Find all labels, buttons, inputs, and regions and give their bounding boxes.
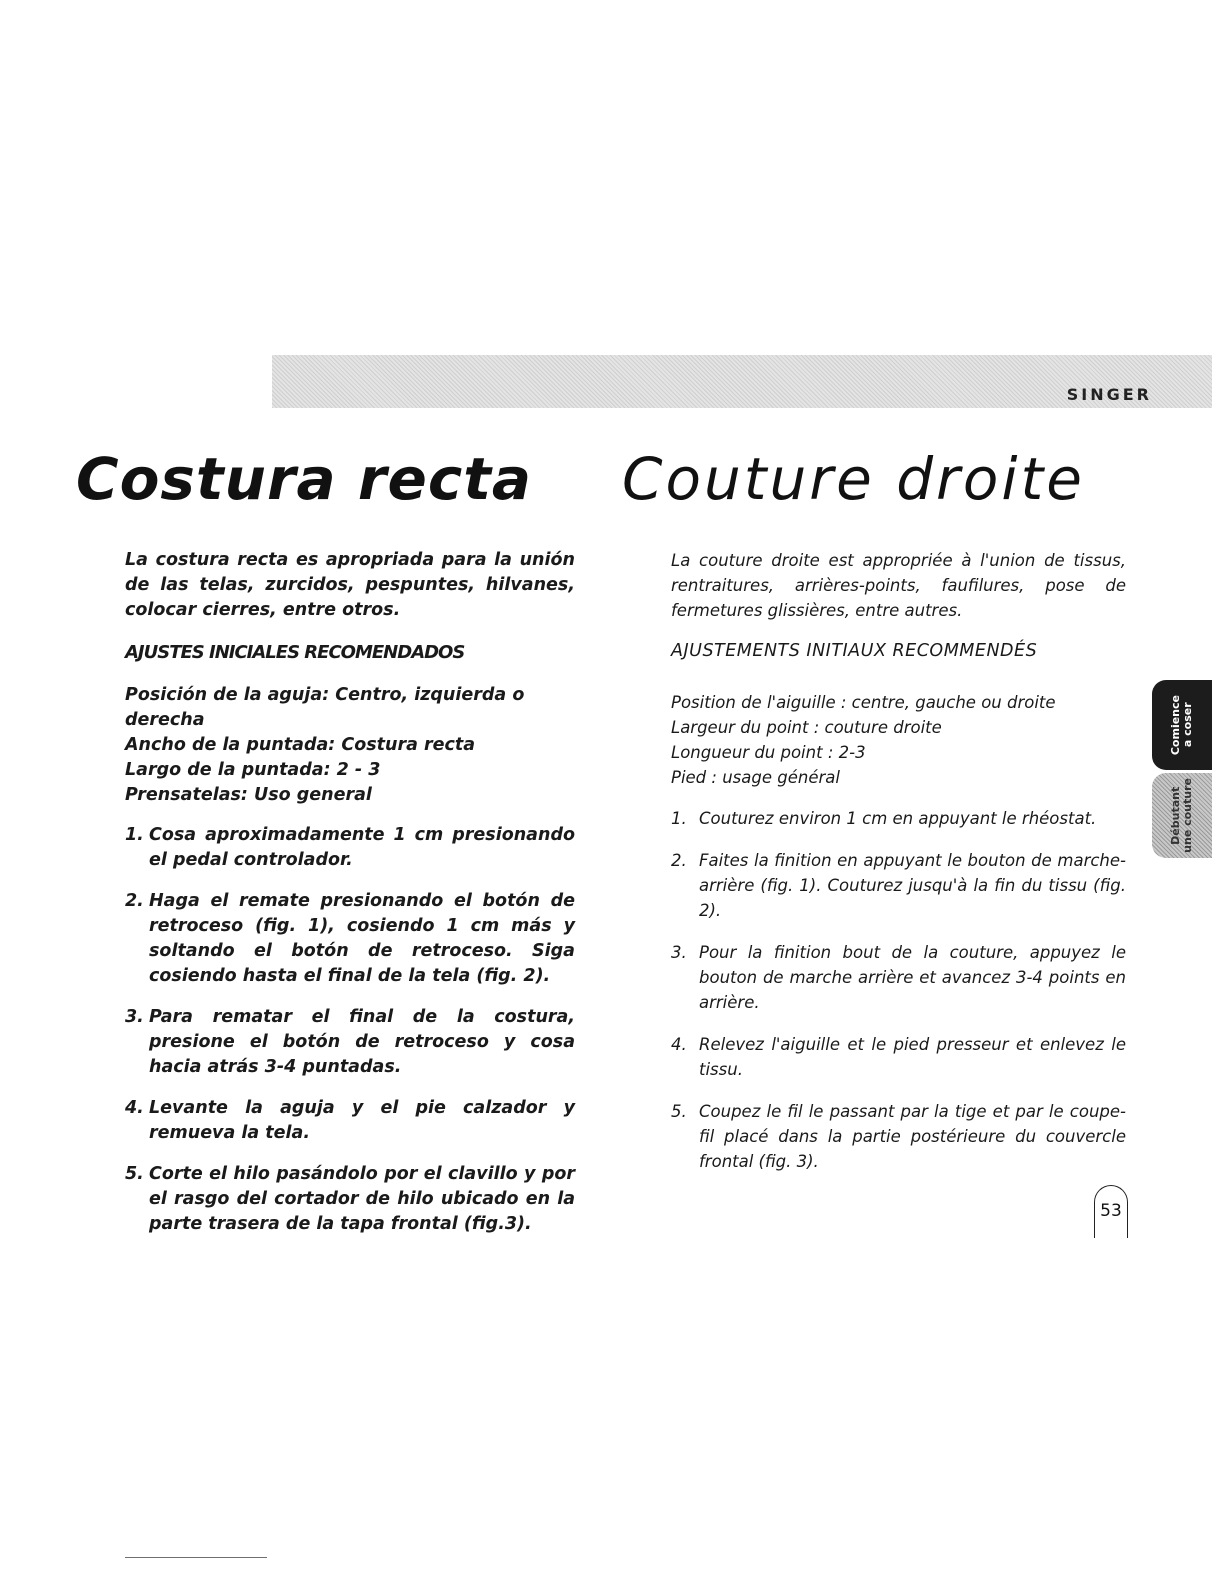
step-number: 2. xyxy=(125,891,144,911)
step-text: Coupez le fil le passant par la tige et par le coupe-fil placé dans la partie postérieure du couvercle frontal (fig. 3). xyxy=(699,1102,1126,1171)
list-item xyxy=(125,823,575,873)
list-item xyxy=(125,1162,575,1237)
side-tab-label: Comience a coser xyxy=(1169,694,1194,756)
step-number: 5. xyxy=(671,1102,687,1121)
list-item xyxy=(671,940,1126,1015)
step-text: Relevez l'aiguille et le pied presseur et enlevez le tissu. xyxy=(699,1035,1126,1079)
step-text: Cosa aproximadamente 1 cm presionando el pedal controlador. xyxy=(149,825,575,870)
setting-line: Largeur du point : couture droite xyxy=(671,718,942,737)
brand-logo: SINGER xyxy=(1066,385,1152,404)
page-title-spanish: Costura recta xyxy=(76,445,533,513)
step-text: Pour la finition bout de la couture, appuyez le bouton de marche arrière et avancez 3-4 points en arrière. xyxy=(699,943,1126,1012)
steps-list xyxy=(125,823,575,1237)
footer-rule xyxy=(125,1557,267,1558)
step-number: 3. xyxy=(671,943,687,962)
setting-line: Position de l'aiguille : centre, gauche ou droite xyxy=(671,693,1056,712)
page-title-french: Couture droite xyxy=(622,445,1085,513)
header-band xyxy=(272,355,1212,408)
step-text: Faites la finition en appuyant le bouton de marche-arrière (fig. 1). Couturez jusqu'à la fin du tissu (fig. 2). xyxy=(699,851,1126,920)
list-item xyxy=(671,806,1126,831)
setting-line: Pied : usage général xyxy=(671,768,840,787)
section-heading: AJUSTEMENTS INITIAUX RECOMMENDÉS xyxy=(671,641,1038,661)
section-heading: AJUSTES INICIALES RECOMENDADOS xyxy=(125,642,465,663)
step-text: Couturez environ 1 cm en appuyant le rhéostat. xyxy=(699,809,1097,828)
step-number: 5. xyxy=(125,1164,144,1184)
setting-line: Longueur du point : 2-3 xyxy=(671,743,866,762)
intro-paragraph: La couture droite est appropriée à l'union de tissus, rentraitures, arrières-points, faufilures, pose de fermetures glissières, entre autres. xyxy=(671,551,1126,620)
setting-line: Ancho de la puntada: Costura recta xyxy=(125,735,476,755)
settings-list xyxy=(671,690,1126,790)
step-number: 4. xyxy=(125,1098,144,1118)
step-number: 3. xyxy=(125,1007,144,1027)
step-text: Corte el hilo pasándolo por el clavillo y por el rasgo del cortador de hilo ubicado en la parte trasera de la tapa frontal (fig.3). xyxy=(149,1164,575,1234)
intro-paragraph: La costura recta es apropriada para la unión de las telas, zurcidos, pespuntes, hilvanes, colocar cierres, entre otros. xyxy=(125,550,575,620)
setting-line: Posición de la aguja: Centro, izquierda o derecha xyxy=(125,685,525,730)
side-tab-comience-a-coser[interactable] xyxy=(1152,680,1212,770)
step-text: Haga el remate presionando el botón de retroceso (fig. 1), cosiendo 1 cm más y soltando el botón de retroceso. Siga cosiendo hasta el final de la tela (fig. 2). xyxy=(149,891,575,986)
step-number: 4. xyxy=(671,1035,687,1054)
list-item xyxy=(671,848,1126,923)
list-item xyxy=(671,1099,1126,1174)
step-number: 1. xyxy=(125,825,144,845)
list-item xyxy=(125,1096,575,1146)
side-tab-debutant-une-couture[interactable] xyxy=(1152,773,1212,858)
side-tab-label: Débutant une couture xyxy=(1169,778,1194,853)
settings-list xyxy=(125,683,575,808)
steps-list xyxy=(671,806,1126,1174)
page-number: 53 xyxy=(1094,1185,1128,1238)
step-text: Para rematar el final de la costura, presione el botón de retroceso y cosa hacia atrás 3-4 puntadas. xyxy=(149,1007,575,1077)
list-item xyxy=(125,889,575,989)
step-number: 1. xyxy=(671,809,687,828)
step-number: 2. xyxy=(671,851,687,870)
setting-line: Largo de la puntada: 2 - 3 xyxy=(125,760,381,780)
list-item xyxy=(671,1032,1126,1082)
step-text: Levante la aguja y el pie calzador y remueva la tela. xyxy=(149,1098,575,1143)
spanish-column xyxy=(125,548,575,1253)
french-column xyxy=(671,548,1126,1191)
setting-line: Prensatelas: Uso general xyxy=(125,785,372,805)
list-item xyxy=(125,1005,575,1080)
